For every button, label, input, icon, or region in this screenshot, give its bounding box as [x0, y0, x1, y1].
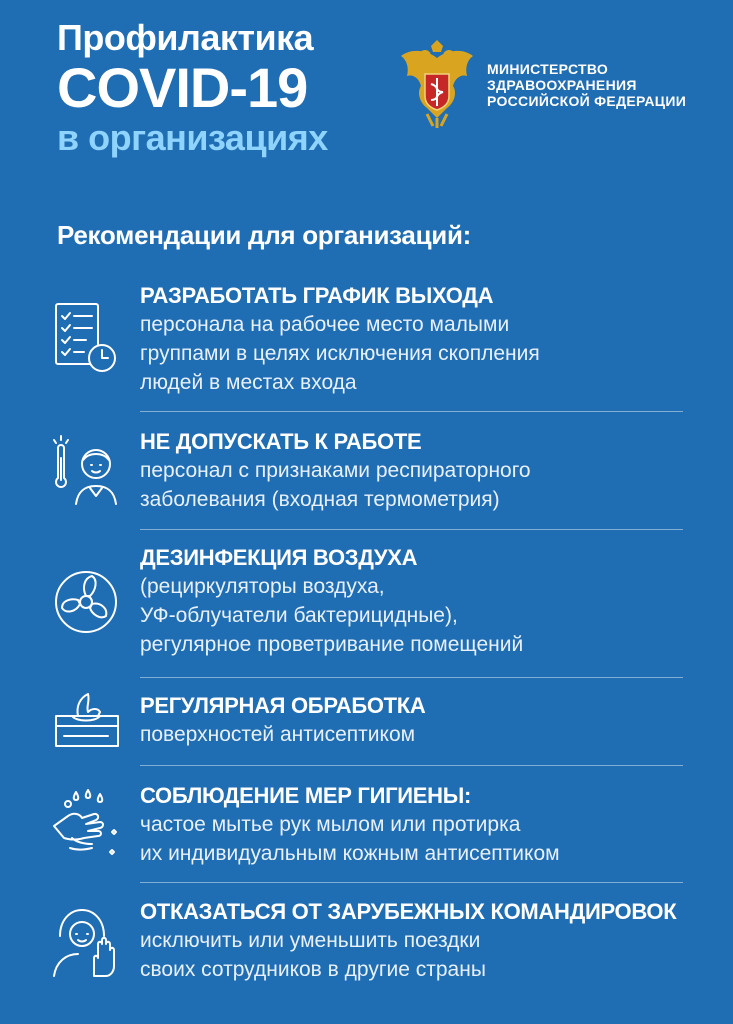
- recommendation-line: своих сотрудников в другие страны: [140, 958, 486, 981]
- divider: [140, 882, 683, 883]
- fan-icon: [50, 566, 122, 638]
- recommendation-text: [140, 898, 683, 984]
- recommendation-line: частое мытье рук мылом или протирка: [140, 813, 521, 836]
- recommendation-line: заболевания (входная термометрия): [140, 488, 500, 511]
- recommendation-line: регулярное проветривание помещений: [140, 633, 524, 656]
- thermometer-person-icon: [50, 434, 122, 506]
- divider: [140, 765, 683, 766]
- recommendation-heading: НЕ ДОПУСКАТЬ К РАБОТЕ: [140, 429, 422, 454]
- divider: [140, 677, 683, 678]
- title-line-3: в организациях: [57, 117, 328, 158]
- stop-hand-person-icon: [50, 906, 122, 978]
- recommendation-line: исключить или уменьшить поездки: [140, 929, 481, 952]
- recommendation-line: УФ-облучатели бактерицидные),: [140, 604, 458, 627]
- double-headed-eagle-emblem-icon: [397, 40, 477, 130]
- ministry-line-1: МИНИСТЕРСТВО: [487, 61, 609, 77]
- recommendation-line: персонала на рабочее место малыми: [140, 313, 510, 336]
- recommendation-line: поверхностей антисептиком: [140, 723, 416, 746]
- wipes-box-icon: [50, 686, 122, 758]
- recommendation-text: [140, 428, 683, 514]
- poster-title: [57, 18, 328, 158]
- section-title: Рекомендации для организаций:: [57, 220, 472, 250]
- recommendation-heading: СОБЛЮДЕНИЕ МЕР ГИГИЕНЫ:: [140, 783, 472, 808]
- recommendation-heading: РАЗРАБОТАТЬ ГРАФИК ВЫХОДА: [140, 283, 494, 308]
- recommendation-text: [140, 692, 683, 749]
- recommendation-line: группами в целях исключения скопления: [140, 342, 540, 365]
- recommendation-heading: ОТКАЗАТЬСЯ ОТ ЗАРУБЕЖНЫХ КОМАНДИРОВОК: [140, 899, 677, 924]
- divider: [140, 411, 683, 412]
- recommendation-text: [140, 782, 683, 868]
- title-line-2: COVID-19: [57, 56, 308, 119]
- recommendation-line: (рециркуляторы воздуха,: [140, 575, 385, 598]
- divider: [140, 529, 683, 530]
- ministry-line-3: РОССИЙСКОЙ ФЕДЕРАЦИИ: [487, 93, 687, 109]
- recommendation-heading: РЕГУЛЯРНАЯ ОБРАБОТКА: [140, 693, 426, 718]
- recommendation-line: людей в местах входа: [140, 371, 357, 394]
- recommendation-text: [140, 544, 683, 659]
- ministry-name: [487, 61, 686, 109]
- schedule-checklist-icon: [50, 302, 122, 374]
- recommendation-text: [140, 282, 683, 397]
- ministry-line-2: ЗДРАВООХРАНЕНИЯ: [487, 77, 637, 93]
- recommendation-heading: ДЕЗИНФЕКЦИЯ ВОЗДУХА: [140, 545, 418, 570]
- hand-washing-icon: [50, 788, 122, 860]
- title-line-1: Профилактика: [57, 17, 314, 58]
- recommendation-line: персонал с признаками респираторного: [140, 459, 531, 482]
- recommendation-line: их индивидуальным кожным антисептиком: [140, 842, 560, 865]
- ministry-logo: [397, 40, 686, 130]
